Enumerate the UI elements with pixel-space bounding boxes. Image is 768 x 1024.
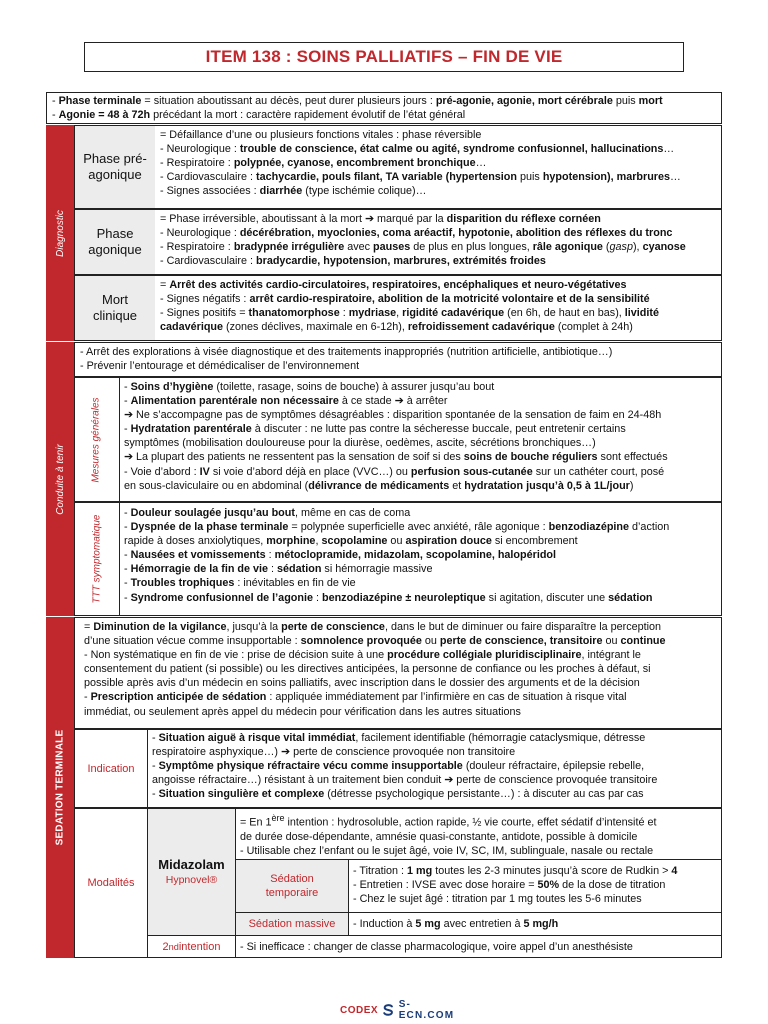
midazolam-text: = En 1ère intention : hydrosoluble, action rapide, ½ vie courte, effet sédatif d’intensité et de durée dose-dépendante, amnésie quasi-constante, antidote, possible à domicile - Utilisable chez l’enfant ou le sujet âgé, voie IV, SC, IM, sublinguale, nasale ou rectale — [240, 813, 657, 857]
indication-text: - Situation aiguë à risque vital immédiat, facilement identifiable (hémorragie cataclysmique, détresse respiratoire asphyxique…) ➔ perte de conscience provoquée non transitoire - Symptôme physique réfractaire vécu comme insupportable (douleur réfractaire, épilepsie rebelle, angoisse réfractaire…) résistant à un traitement bien conduit ➔ perte de conscience provoquée transitoire - Situation singulière et complexe (détresse psychologique persistante…) : à discuter au cas par cas — [152, 732, 658, 801]
temporaire-text: - Titration : 1 mg toutes les 2-3 minutes jusqu’à score de Rudkin > 4 - Entretien : IVSE avec dose horaire = 50% de la dose de titration - Chez le sujet âgé : titration par 1 mg toutes les 5-6 minutes — [353, 865, 678, 906]
midazolam-label: Midazolam — [158, 857, 225, 872]
intro-box — [46, 92, 722, 124]
section-sedation: SEDATION TERMINALE — [46, 617, 74, 958]
second-text: - Si inefficace : changer de classe pharmacologique, voire appel d’un anesthésiste — [240, 941, 633, 953]
section-diagnostic: Diagnostic — [46, 125, 74, 341]
temporaire-label: Sédation temporaire — [236, 860, 348, 912]
conduite-general: - Arrêt des explorations à visée diagnostique et des traitements inappropriés (nutrition artificielle, antibiotique…) - Prévenir l’entourage et démédicaliser de l’environnement — [74, 342, 722, 377]
preagonie-label: Phase pré-agonique — [75, 126, 155, 208]
massive-label: Sédation massive — [236, 913, 348, 935]
second-label: 2 nd intention — [162, 940, 221, 953]
hypnovel-label: Hypnovel® — [165, 874, 218, 886]
footer-logo — [340, 1000, 460, 1020]
ttt-text: - Douleur soulagée jusqu’au bout, même en cas de coma - Dyspnée de la phase terminale = polypnée superficielle avec anxiété, râle agonique : benzodiazépine d’action rapide à doses anxiolytiques, morphine, scopolamine ou aspiration douce si encombrement - Nausées et vomissements : métoclopramide, midazolam, scopolamine, halopéridol - Hémorragie de la fin de vie : sédation si hémorragie massive - Troubles trophiques : inévitables en fin de vie - Syndrome confusionnel de l’agonie : benzodiazépine ± neuroleptique si agitation, discuter une sédation — [124, 507, 670, 604]
intro-line: - Agonie = 48 à 72h précédant la mort : caractère rapidement évolutif de l’état général — [52, 109, 466, 122]
section-conduite: Conduite à tenir — [46, 342, 74, 616]
site-name: S-ECN.COM — [398, 999, 455, 1021]
ttt-label: TTT symptomatique — [91, 514, 103, 604]
preagonie-text: = Défaillance d’une ou plusieurs fonctions vitales : phase réversible - Neurologique : trouble de conscience, état calme ou agité, syndrome confusionnel, hallucinations… - Respiratoire : polypnée, cyanose, encombrement bronchique… - Cardiovasculaire : tachycardie, pouls filant, TA variable (hypertension puis hypotension), marbrures… - Signes associées : diarrhée (type ischémie colique)… — [160, 129, 681, 198]
modalites-label: Modalités — [87, 877, 135, 889]
mort-text: = Arrêt des activités cardio-circulatoires, respiratoires, encéphaliques et neuro-végétatives - Signes négatifs : arrêt cardio-respiratoire, abolition de la motricité volontaire et de la sensibilité - Signes positifs = thanatomorphose : mydriase, rigidité cadavérique (en 6h, de haut en bas), lividité cadavérique (zones déclives, maximale en 6-12h), refroidissement cadavérique (complet à 24h) — [160, 279, 659, 334]
indication-label: Indication — [87, 762, 135, 775]
intro-line: - Phase terminale = situation aboutissant au décès, peut durer plusieurs jours : pré-agonie, agonie, mort cérébrale puis mort — [52, 95, 663, 107]
agonie-label: Phase agonique — [75, 210, 155, 274]
sedation-general: = Diminution de la vigilance, jusqu’à la perte de conscience, dans le but de diminuer ou faire disparaître la perception d’une situation vécue comme insupportable : somnolence provoquée ou perte de conscience, transitoire ou continue - Non systématique en fin de vie : prise de décision suite à une procédure collégiale pluridisciplinaire, intégrant le consentement du patient (si possible) ou les directives anticipées, la personne de confiance ou les proches à défaut, si possible après avis d’un médecin en soins palliatifs, avec inscription dans le dossier des arguments et de la décision - Prescription anticipée de sédation : appliquée immédiatement par l’infirmière en cas de situation à risque vital immédiat, ou seulement après appel du médecin pour vérification dans les autres situations — [74, 617, 722, 729]
codex-logo: CODEX — [340, 1004, 379, 1016]
page-title: ITEM 138 : SOINS PALLIATIFS – FIN DE VIE — [84, 42, 684, 72]
mesures-text: - Soins d’hygiène (toilette, rasage, soins de bouche) à assurer jusqu’au bout - Alimentation parentérale non nécessaire à ce stade ➔ à arrêter ➔ Ne s’accompagne pas de symptômes désagréables : disparition spontanée de la sensation de faim en 24-48h - Hydratation parentérale à discuter : ne lutte pas contre la sécheresse buccale, peut entretenir certains symptômes (mobilisation douloureuse pour la diurèse, oedèmes, ascite, sécrétions bronchiques…) ➔ La plupart des patients ne ressentent pas la sensation de soif si des soins de bouche réguliers sont effectués - Voie d’abord : IV si voie d’abord déjà en place (VVC…) ou perfusion sous-cutanée sur un cathéter court, posé en sous-claviculaire ou en abdominal (délivrance de médicaments et hydratation jusqu’à 0,5 à 1L/jour) — [124, 381, 668, 492]
agonie-text: = Phase irréversible, aboutissant à la mort ➔ marqué par la disparition du réflexe cornéen - Neurologique : décérébration, myoclonies, coma aréactif, hypotonie, abolition des réflexes du tronc - Respiratoire : bradypnée irrégulière avec pauses de plus en plus longues, râle agonique (gasp), cyanose - Cardiovasculaire : bradycardie, hypotension, marbrures, extrémités froides — [160, 213, 686, 268]
midazolam-cell — [148, 809, 235, 935]
s-ecn-icon — [382, 1003, 395, 1017]
mesures-label: Mesures générales — [91, 396, 103, 483]
massive-text: - Induction à 5 mg avec entretien à 5 mg/h — [353, 918, 559, 930]
mort-label: Mort clinique — [75, 276, 155, 340]
